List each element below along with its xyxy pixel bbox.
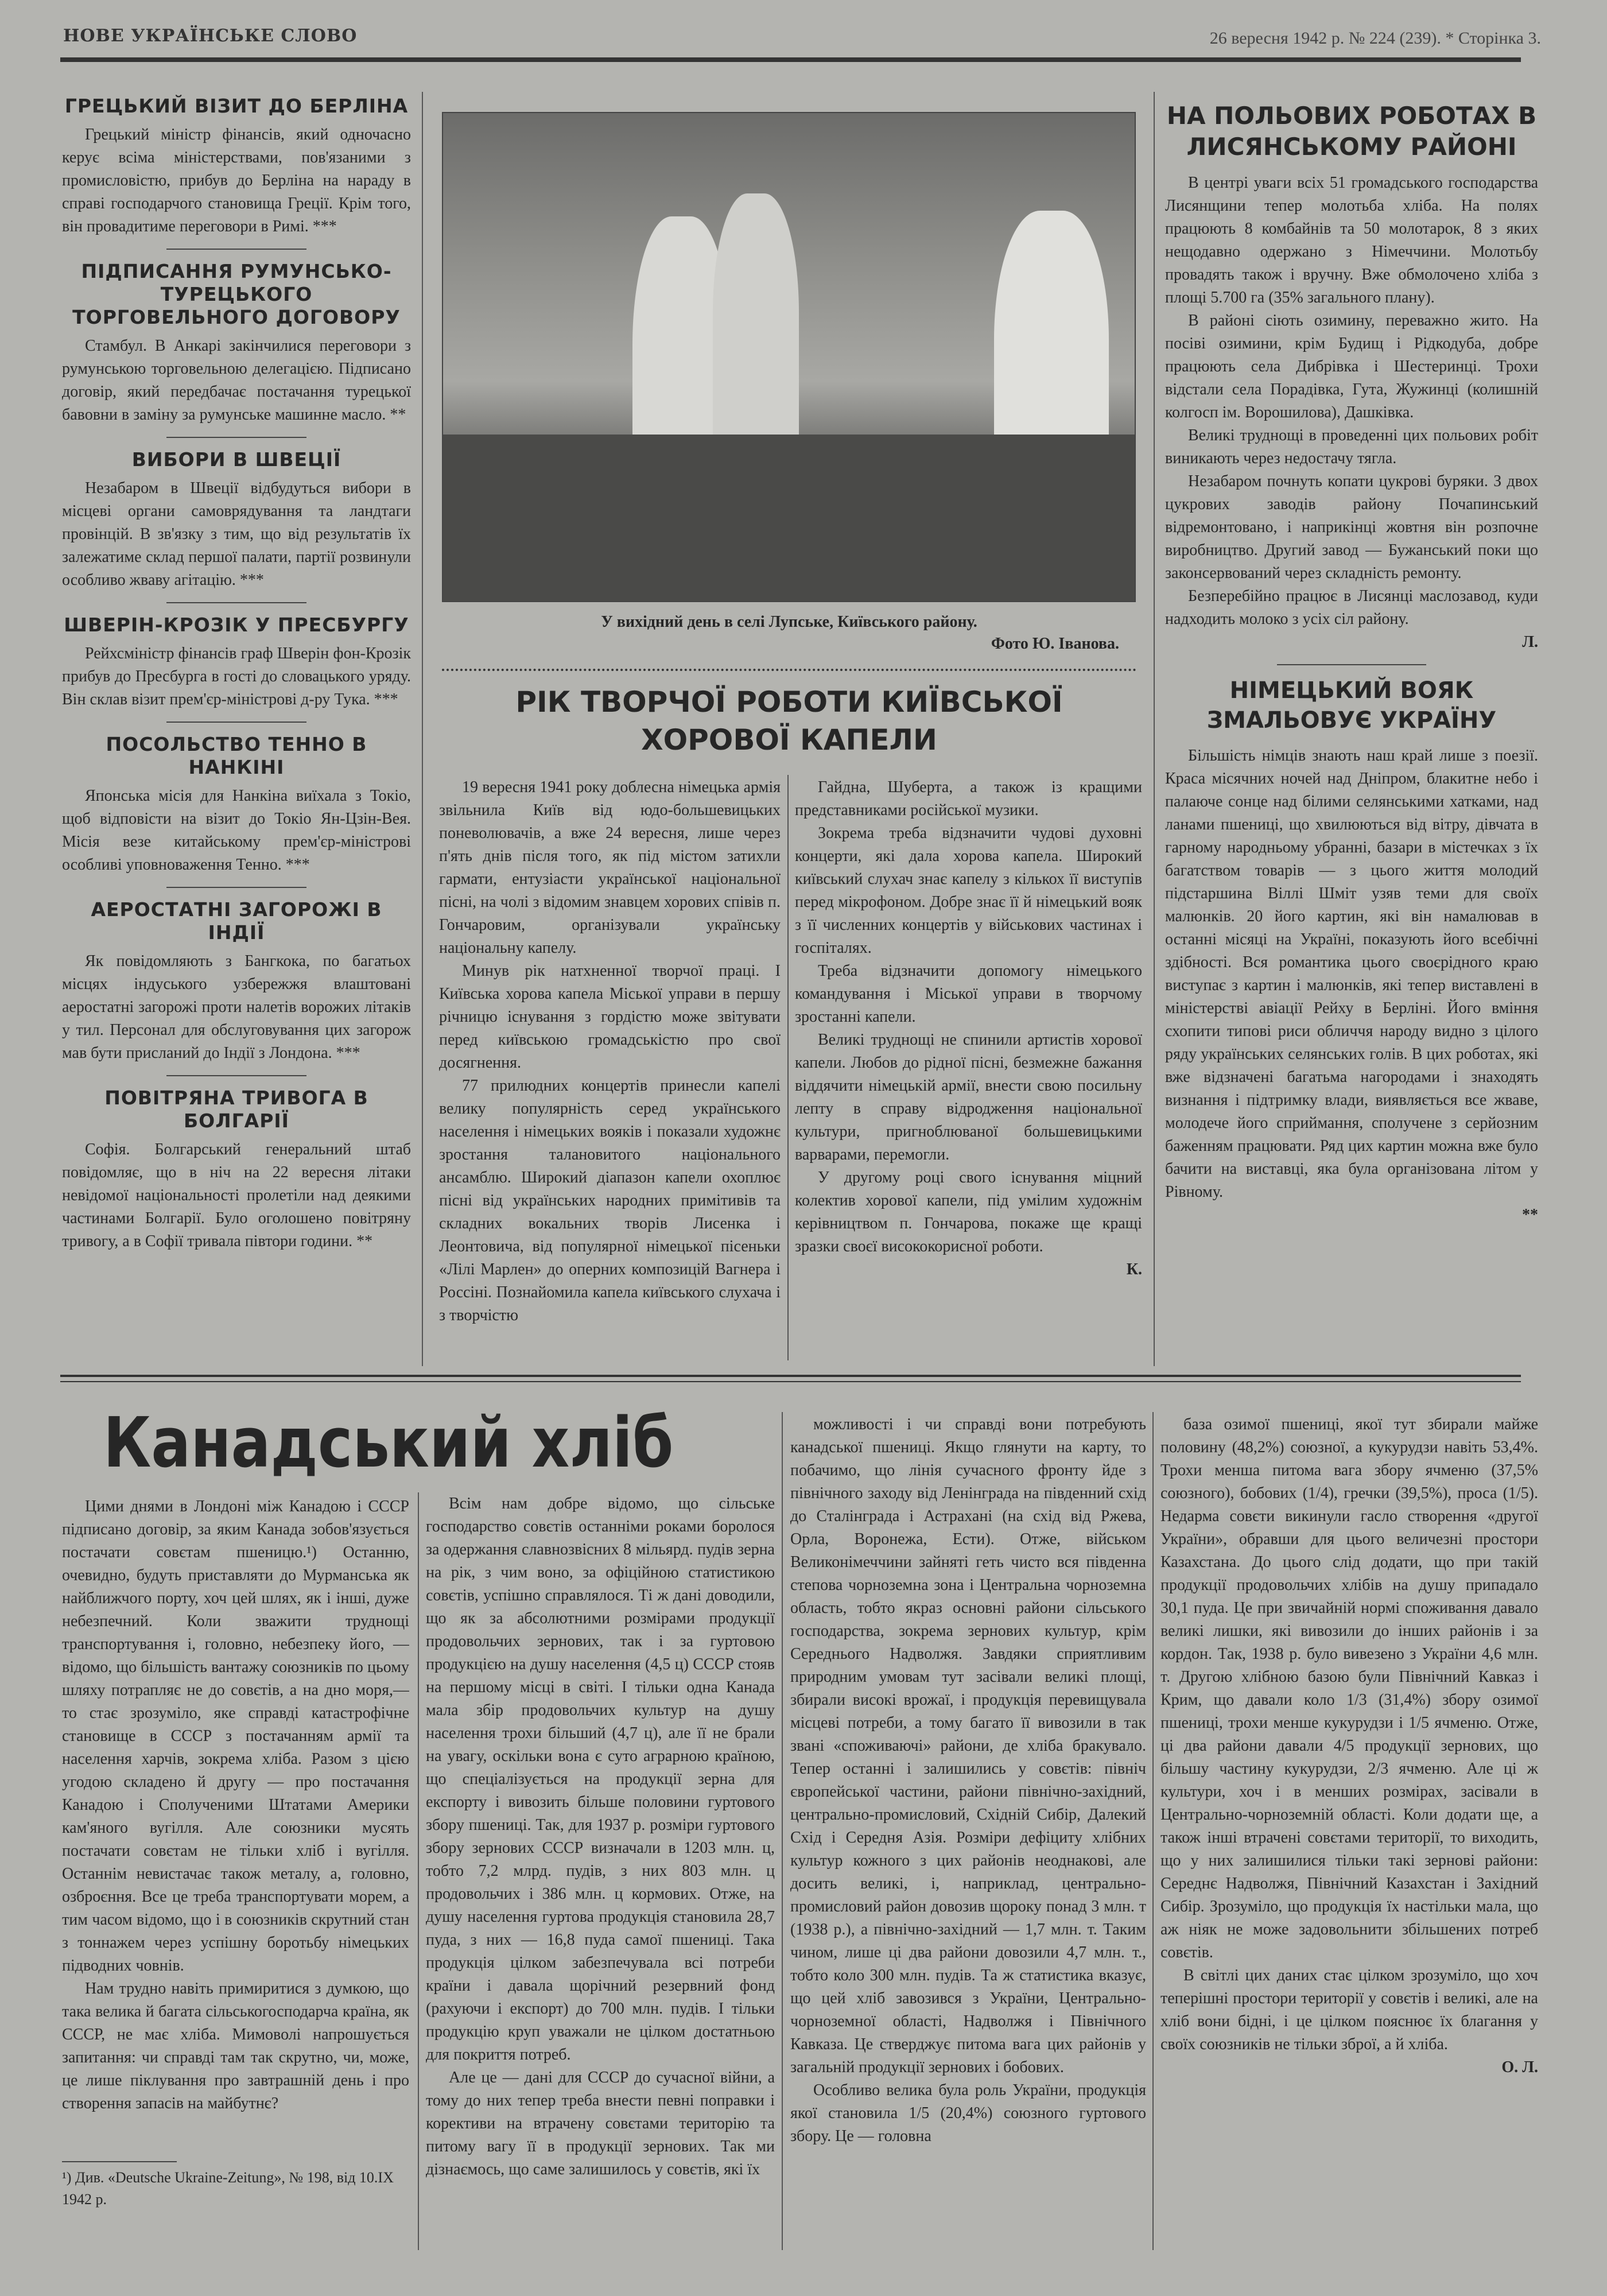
footnote: ¹) Див. «Deutsche Ukraine-Zeitung», № 198, від 10.IX 1942 р. bbox=[62, 2169, 394, 2208]
article-paragraph: В районі сіють озимину, переважно жито. На посіві озимини, крім Будищ і Рідкодуба, добре працюють села Дибрівка і Шестеринці. Трохи відстали села Порадівка, Гута, Жужинці (колишній колгосп ім. Ворошилова), Дашківка. bbox=[1165, 312, 1538, 421]
article-headline: ВИБОРИ В ШВЕЦІЇ bbox=[131, 448, 341, 471]
article-headline: ПОСОЛЬСТВО ТЕННО В НАНКІНІ bbox=[106, 733, 367, 778]
column-divider bbox=[782, 1412, 783, 2250]
article-headline: ПІДПИСАННЯ РУМУНСЬКО-ТУРЕЦЬКОГО ТОРГОВЕЛЬНОГО ДОГОВОРУ bbox=[72, 260, 401, 328]
article-separator bbox=[166, 1075, 306, 1076]
article-separator bbox=[166, 437, 306, 438]
canada-headline: Канадський хліб bbox=[103, 1403, 674, 1483]
canada-column-3 bbox=[790, 1413, 1146, 2251]
article-separator bbox=[166, 249, 306, 250]
choir-headline bbox=[442, 683, 1136, 759]
choir-column-b bbox=[795, 776, 1142, 1364]
author-signature: О. Л. bbox=[1501, 2058, 1538, 2076]
column-divider bbox=[422, 92, 423, 1366]
painter-headline: НІМЕЦЬКИЙ ВОЯК ЗМАЛЬОВУЄ УКРАЇНУ bbox=[1206, 677, 1497, 734]
article-headline: ПОВІТРЯНА ТРИВОГА В БОЛГАРІЇ bbox=[104, 1087, 368, 1132]
fieldwork-article bbox=[1165, 172, 1538, 654]
article-headline: АЕРОСТАТНІ ЗАГОРОЖІ В ІНДІЇ bbox=[91, 898, 382, 944]
column-divider bbox=[418, 1492, 419, 2250]
article-paragraph: В світлі цих даних стає цілком зрозуміло, що хоч теперішні простори території у совєтів і великі, але на хліб вони бідні, і це цілком пояснює їх благання у своїх союзників не тільки зброї, а й хліба. bbox=[1160, 1967, 1538, 2053]
right-column bbox=[1165, 100, 1538, 1366]
photo-caption-block bbox=[448, 611, 1131, 662]
article-paragraph: Безперебійно працює в Лисянці маслозавод, куди надходить молоко з усіх сіл району. bbox=[1165, 587, 1538, 628]
newspaper-name: НОВЕ УКРАЇНСЬКЕ СЛОВО bbox=[63, 26, 358, 46]
left-news-column bbox=[62, 95, 411, 1366]
choir-headline-line2: ХОРОВОЇ КАПЕЛИ bbox=[641, 723, 937, 757]
article-paragraph: Як повідомляють з Бангкока, по багатьох місцях індуського узбережжя влаштовані аеростатні загорожі проти налетів ворожих літаків у тил. Персонал для обслуговування цих загорож мав бути присланий до Індії з Лондона. *** bbox=[62, 952, 411, 1062]
article-paragraph: Незабаром в Швеції відбудуться вибори в місцеві органи самоврядування та ландтаги провінцій. В зв'язку з тим, що від результатів їх залежатиме склад першої палати, партії розвинули особливо жваву агітацію. *** bbox=[62, 479, 411, 589]
article-separator bbox=[166, 887, 306, 888]
article-paragraph: Всім нам добре відомо, що сільське господарство совєтів останніми роками боролося за одержання славнозвісних 8 мільярд. пудів зерна на рік, з чим воно, за офіційною статистикою совєтів, успішно справлялося. Ті ж дані доводили, що як за абсолютними розмірами продукції продовольчих зернових, так і за гуртовою продукцією на душу населення (4,5 ц) СССР стояв на першому місці в світі. І тільки одна Канада мала збір продовольчих культур на душу населення трохи більший (4,7 ц), але її не брали на увагу, оскільки вона є суто аграрною країною, що спеціалізується на продукції зерна для експорту і вивозить більше половини гуртового збору пшениці. Так, для 1937 р. розміри гуртового збору зернових СССР визначали в 1203 млн. ц, тобто 7,2 млрд. пудів, з них 803 млн. ц продовольчих і 386 млн. ц кормових. Отже, на душу населення гуртова продукція становила 28,7 пуда, з них — 16,8 пуда самої пшениці. Така продукція цілком забезпечувала всі потреби країни і давала щорічний резервний фонд (рахуючи і експорт) до 700 млн. пудів. І тільки продукцію круп уважали не цілком достатньою для покриття потреб. bbox=[426, 1495, 775, 2064]
article-paragraph: Японська місія для Нанкіна виїхала з Токіо, щоб відповісти на візит до Токіо Ян-Цзін-Вея. Місія везе китайському прем'єр-міністрові особливі уповноваження Тенно. *** bbox=[62, 787, 411, 874]
article-paragraph: 77 прилюдних концертів принесли капелі велику популярність серед українського населення і німецьких вояків і показали художнє зростання талановитого національного ансамблю. Широкий діапазон капели охоплює пісні від українських народних примітивів та складних вокальних творів Лисенка і Леонтовича, від популярної німецької пісеньки «Лілі Марлен» до оперних композицій Вагнера і Россіні. Познайомила капела київського слухача і з творчістю bbox=[439, 1077, 781, 1324]
article-paragraph: Рейхсміністр фінансів граф Шверін фон-Крозік прибув до Пресбурга в гості до словацького уряду. Він склав візит прем'єр-міністрові д-ру Тука. *** bbox=[62, 645, 411, 708]
photo-credit: Фото Ю. Іванова. bbox=[991, 635, 1119, 653]
photo-crowd bbox=[443, 435, 1135, 601]
article-paragraph: Нам трудно навіть примиритися з думкою, що така велика й багата сільськогосподарча країна, як СССР, не має хліба. Мимоволі напрошується запитання: чи справді там так скрутно, чи, може, це лише піклування про завтрашній день і про створення запасів на майбутнє? bbox=[62, 1980, 409, 2112]
column-divider bbox=[1154, 92, 1155, 1366]
wavy-rule bbox=[442, 669, 1136, 671]
article-paragraph: Зокрема треба відзначити чудові духовні концерти, які дала хорова капела. Широкий київський слухач знає капелу з кількох її виступів перед мікрофоном. Добре знає її й німецький вояк з її численних концертів у військових частинах і госпіталях. bbox=[795, 824, 1142, 957]
article-headline: ГРЕЦЬКИЙ ВІЗИТ ДО БЕРЛІНА bbox=[64, 95, 409, 117]
choir-column-a bbox=[439, 776, 781, 1364]
section-divider bbox=[60, 1381, 1521, 1382]
canada-column-4 bbox=[1160, 1413, 1538, 2251]
article-paragraph: можливості і чи справді вони потребують канадської пшениці. Якщо глянути на карту, то побачимо, що лінія сучасного фронту йде з північного заходу від Ленінграда на південний схід до Сталінграда і Астрахані (на схід від Ржева, Орла, Воронежа, Ести). Отже, військом Великонімеччини зайняті геть чисто вся південна степова чорноземна зона і Центральна чорноземна область, тобто якраз основні райони сільського господарства, зокрема зернових культур, крім Середнього Надволжя. Завдяки сприятливим природним умовам тут засівали великі площі, збирали високі врожаї, і продукція перевищувала місцеві потреби, а тому багато її вивозили в так звані «споживаючі» райони, де хліба бракувало. Тепер останні і залишились у совєтів: північ європейської частини, райони північно-західний, центрально-промисловий, Східній Сибір, Далекий Схід і Середня Азія. Розміри дефіциту хлібних культур кожного з цих районів неоднакові, але досить великі, і, наприклад, центрально-промисловий район довозив щороку понад 3 млн. т (1938 р.), а північно-західний — 1,7 млн. т. Таким чином, лише ці два райони довозили 4,7 млн. т., тобто коло 300 млн. пудів. Та ж статистика вказує, що цей хліб завозився з України, Центрально-чорноземної області, Надволжя і Північного Кавказа. Це стверджує питома вага цих районів у загальній продукції зернових і бобових. bbox=[790, 1415, 1146, 2076]
photo-village-dance bbox=[442, 112, 1136, 602]
article-paragraph: Треба відзначити допомогу німецького командування і Міської управи в творчому зростанні капели. bbox=[795, 962, 1142, 1026]
author-signature: Л. bbox=[1522, 633, 1538, 651]
article-paragraph: Але це — дані для СССР до сучасної війни, а тому до них тепер треба внести певні поправки і корективи на втрачену совєтами територію та питому вагу її в продукції зернових. Так ми дізнаємось, що саме залишилось у совєтів, які їх bbox=[426, 2069, 775, 2178]
photo-caption: У вихідний день в селі Лупське, Київського району. bbox=[601, 613, 977, 631]
article-paragraph: Цими днями в Лондоні між Канадою і СССР підписано договір, за яким Канада зобов'язується постачати совєтам пшеницю.¹) Останню, очевидно, будуть приставляти до Мурманська як найближчого порту, хоч цей шлях, як і інші, дуже небезпечний. Коли зважити труднощі транспортування і, головно, небезпеку його, — відомо, що більшість вантажу союзників по цьому шляху потрапляє не до совєтів, а на дно моря,— то стає зрозуміло, яке справді катастрофічне становище в СССР з постачанням армії та населення харчів, зокрема хліба. Разом з цією угодою складено й другу — про постачання Канадою і Сполученими Штатами Америки кам'яного вугілля. Але союзники мусять постачати совєтам не тільки хліб і вугілля. Останнім невистачає також металу, а, головно, озброєння. Все це треба транспортувати морем, а тим часом відомо, що і в союзників скрутний стан з тоннажем через успішну боротьбу німецьких підводних човнів. bbox=[62, 1498, 409, 1975]
article-paragraph: У другому році свого існування міцний колектив хорової капели, під умілим художнім керівництвом п. Гончарова, покаже ще кращі зразки своєї висококорисної роботи. bbox=[795, 1169, 1142, 1255]
article-paragraph: Гайдна, Шуберта, а також із кращими представниками російської музики. bbox=[795, 778, 1142, 819]
author-signature: К. bbox=[1126, 1261, 1142, 1278]
article-paragraph: В центрі уваги всіх 51 громадського господарства Лисянщини тепер молотьба хліба. На полях працюють 8 комбайнів та 50 молотарок, 8 з яких нещодавно одержано з Німеччини. Молотьбу провадять також і вручну. Вже обмолочено хліба з площі 5.700 га (35% загального плану). bbox=[1165, 174, 1538, 307]
article-paragraph: Грецький міністр фінансів, який одночасно керує всіма міністерствами, пов'язаними з промисловістю, прибув до Берліна на нараду в справі господарчого становища Греції. Крім того, він провадитиме переговори в Римі. *** bbox=[62, 126, 411, 235]
article-paragraph: Минув рік натхненної творчої праці. І Київська хорова капела Міської управи в першу річницю існування з гордістю може звітувати перед київською громадськістю про свої досягнення. bbox=[439, 962, 781, 1072]
choir-headline-line1: РІК ТВОРЧОЇ РОБОТИ КИЇВСЬКОЇ bbox=[515, 685, 1063, 719]
article-paragraph: Незабаром почнуть копати цукрові буряки. З двох цукрових заводів району Почапинський відремонтовано, і наприкінці жовтня він розпочне виробництво. Другий завод — Бужанський поки що законсервований через складність ремонту. bbox=[1165, 472, 1538, 582]
painter-article bbox=[1165, 744, 1538, 1227]
article-paragraph: Особливо велика була роль України, продукція якої становила 1/5 (20,4%) союзного гуртового збору. Це — головна bbox=[790, 2081, 1146, 2145]
article-paragraph: Великі труднощі в проведенні цих польових робіт виникають через недостачу тягла. bbox=[1165, 426, 1538, 467]
article-paragraph: 19 вересня 1941 року доблесна німецька армія звільнила Київ від юдо-большевицьких поневолювачів, а вже 24 вересня, лише через п'ять днів після того, як під містом затихли гармати, ентузіасти української національної пісні, на чолі з відомим знавцем хорових співів п. Гончаровим, організували українську національну капелу. bbox=[439, 778, 781, 957]
article-paragraph: Великі труднощі не спинили артистів хорової капели. Любов до рідної пісні, безмежне бажання віддячити німецькій армії, внести свою посильну лепту в справу відродження національної культури, пригноблюваної большевицькими варварами, перемогли. bbox=[795, 1031, 1142, 1163]
canada-column-2 bbox=[426, 1492, 775, 2250]
article-separator bbox=[166, 602, 306, 603]
footnote-rule bbox=[62, 2161, 177, 2162]
issue-info: 26 вересня 1942 р. № 224 (239). * Сторінка 3. bbox=[1209, 29, 1541, 48]
author-signature: ** bbox=[1522, 1206, 1538, 1224]
article-paragraph: Більшість німців знають наш край лише з поезії. Краса місячних ночей над Дніпром, блакитне небо і палаюче сонце над білими селянськими хатками, над ланами пшениці, що хвилюються від вітру, дівчата в гарному народньому убранні, базари в містечках з їх багатством товарів — з цього життя молодий підстаршина Віллі Шміт узяв теми для своїх малюнків. 20 його картин, які він намалював в останні місяці на Україні, показують його всебічні здібності. Вся романтика цього своєрідного краю виступає з картин і малюнків, які тепер виставлені в міністерстві авіації Рейху в Берліні. Його вміння схопити типові риси обличчя народу видно з цілого ряду українських селянських голів. В цих роботах, які вже відзначені багатьма нагородами і знаходять визнання і підтримку влади, виявляється все жваве, молодече його сприймання, сполучене з серйозним баженням працювати. Ряд цих картин можна вже було бачити на виставці, яка була організована літом у Рівному. bbox=[1165, 747, 1538, 1201]
article-paragraph: Софія. Болгарський генеральний штаб повідомляє, що в ніч на 22 вересня літаки невідомої національності пролетіли над деякими частинами Болгарії. Було оголошено повітряну тривогу, а в Софії тривала півтори години. ** bbox=[62, 1141, 411, 1250]
section-divider bbox=[60, 1375, 1521, 1377]
column-divider bbox=[787, 775, 789, 1360]
masthead-rule bbox=[60, 57, 1521, 62]
fieldwork-headline: НА ПОЛЬОВИХ РОБОТАХ В ЛИСЯНСЬКОМУ РАЙОНІ bbox=[1166, 102, 1537, 161]
column-divider bbox=[1152, 1412, 1154, 2250]
canada-column-1 bbox=[62, 1495, 409, 2147]
article-headline: ШВЕРІН-КРОЗІК У ПРЕСБУРГУ bbox=[64, 614, 409, 636]
article-separator bbox=[166, 722, 306, 723]
article-separator bbox=[1277, 664, 1426, 665]
article-paragraph: Стамбул. В Анкарі закінчилися переговори з румунською торговельною делегацією. Підписано договір, який передбачає постачання турецької бавовни в заміну за румунське машинне масло. ** bbox=[62, 337, 411, 424]
article-paragraph: база озимої пшениці, якої тут збирали майже половину (48,2%) союзної, а кукурудзи навіть 53,4%. Трохи менша питома вага збору ячменю (37,5% союзного), бобових (1/4), гречки (39,5%), проса (1/5). Недарма совєти викинули гасло створення «другої України», обравши для цього величезні простори Казахстана. До цього слід додати, що при такій продукції продовольчих хлібів на душу припадало 30,1 пуда. Це при звичайній нормі споживання давало великі лишки, які вивозили до інших районів і за кордон. Так, 1938 р. було вивезено з України 4,6 млн. т. Другою хлібною базою були Північний Кавказ і Крим, що давали коло 1/3 (31,4%) збору озимої пшениці, трохи менше кукурудзи і 1/5 ячменю. Отже, ці два райони давали 4/5 продукції зернових, що більшу частину кукурудзи, 2/3 ячменю. Але ці ж культури, хоч і в менших розмірах, засівали в Центрально-чорноземній області. Коли додати ще, а також інші втрачені совєтами території, то виходить, що у них залишилися тільки такі зернові райони: Середнє Надволжя, Північний Казахстан і Західний Сибір. Зрозуміло, що продукція їх настільки мала, що аж ніяк не може задовольнити збільшених потреб совєтів. bbox=[1160, 1415, 1538, 1961]
